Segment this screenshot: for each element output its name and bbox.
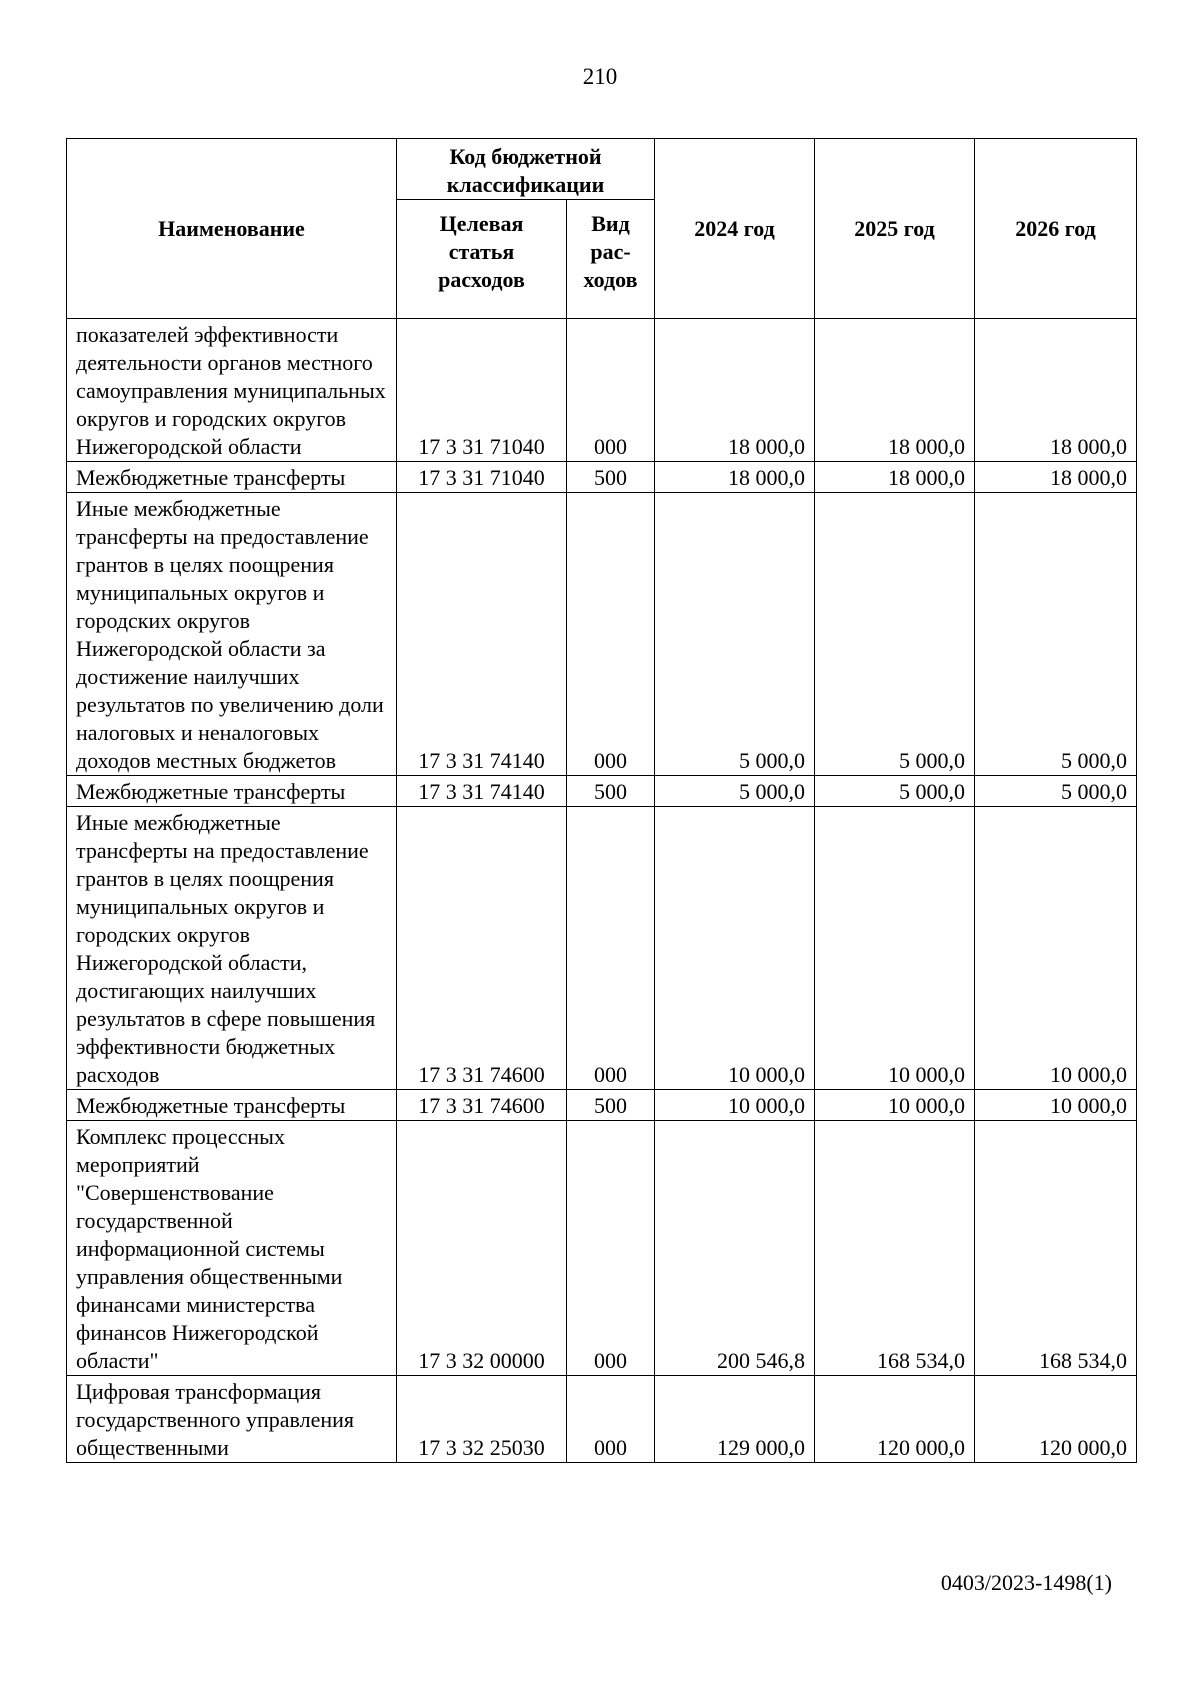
table-row: [67, 1090, 1137, 1121]
row-value-2024: 18 000,0: [655, 462, 815, 493]
table-row: [67, 493, 1137, 776]
header-budget-classification: Код бюджетной классификации: [397, 139, 655, 200]
row-value-2025: 5 000,0: [815, 493, 975, 776]
row-value-2024: 5 000,0: [655, 776, 815, 807]
row-value-2026: 18 000,0: [975, 462, 1137, 493]
row-value-2024: 10 000,0: [655, 1090, 815, 1121]
row-target-code: 17 3 31 74140: [397, 493, 567, 776]
row-expense-type: 000: [567, 1121, 655, 1376]
row-expense-type: 000: [567, 493, 655, 776]
page-number: 210: [582, 64, 618, 89]
header-year-2026: 2026 год: [975, 139, 1137, 319]
row-value-2025: 120 000,0: [815, 1376, 975, 1463]
header-name: Наименование: [67, 139, 397, 319]
row-value-2026: 10 000,0: [975, 1090, 1137, 1121]
row-name: Межбюджетные трансферты: [67, 1090, 397, 1121]
row-name: Межбюджетные трансферты: [67, 462, 397, 493]
row-expense-type: 500: [567, 776, 655, 807]
row-value-2026: 120 000,0: [975, 1376, 1137, 1463]
row-target-code: 17 3 32 00000: [397, 1121, 567, 1376]
document-code: 0403/2023-1498(1): [940, 1570, 1112, 1595]
row-value-2026: 10 000,0: [975, 807, 1137, 1090]
row-target-code: 17 3 32 25030: [397, 1376, 567, 1463]
row-value-2025: 5 000,0: [815, 776, 975, 807]
budget-table: [66, 138, 1137, 1463]
row-target-code: 17 3 31 71040: [397, 319, 567, 462]
row-target-code: 17 3 31 74600: [397, 807, 567, 1090]
row-target-code: 17 3 31 71040: [397, 462, 567, 493]
row-name: Комплекс процессных мероприятий "Совершенствование государственной информационной системы управления общественными финансами министерства финансов Нижегородской области": [67, 1121, 397, 1376]
row-value-2024: 18 000,0: [655, 319, 815, 462]
row-expense-type: 000: [567, 1376, 655, 1463]
row-name: Иные межбюджетные трансферты на предоставление грантов в целях поощрения муниципальных округов и городских округов Нижегородской области, достигающих наилучших результатов в сфере повышения эффективности бюджетных расходов: [67, 807, 397, 1090]
table-row: [67, 1121, 1137, 1376]
row-target-code: 17 3 31 74600: [397, 1090, 567, 1121]
table-row: [67, 462, 1137, 493]
header-year-2025: 2025 год: [815, 139, 975, 319]
row-value-2026: 5 000,0: [975, 776, 1137, 807]
row-value-2025: 168 534,0: [815, 1121, 975, 1376]
table-row: [67, 319, 1137, 462]
row-name: Иные межбюджетные трансферты на предоставление грантов в целях поощрения муниципальных округов и городских округов Нижегородской области за достижение наилучших результатов по увеличению доли налоговых и неналоговых доходов местных бюджетов: [67, 493, 397, 776]
row-value-2024: 10 000,0: [655, 807, 815, 1090]
header-year-2024: 2024 год: [655, 139, 815, 319]
row-value-2026: 168 534,0: [975, 1121, 1137, 1376]
row-target-code: 17 3 31 74140: [397, 776, 567, 807]
row-value-2026: 18 000,0: [975, 319, 1137, 462]
row-value-2024: 200 546,8: [655, 1121, 815, 1376]
row-value-2025: 18 000,0: [815, 319, 975, 462]
row-expense-type: 000: [567, 807, 655, 1090]
row-name: Цифровая трансформация государственного управления общественными: [67, 1376, 397, 1463]
row-expense-type: 500: [567, 462, 655, 493]
row-value-2025: 18 000,0: [815, 462, 975, 493]
table-row: [67, 1376, 1137, 1463]
row-expense-type: 000: [567, 319, 655, 462]
row-value-2025: 10 000,0: [815, 1090, 975, 1121]
row-name: показателей эффективности деятельности органов местного самоуправления муниципальных округов и городских округов Нижегородской области: [67, 319, 397, 462]
header-target-article: Целевая статья расходов: [397, 200, 567, 319]
row-value-2026: 5 000,0: [975, 493, 1137, 776]
table-row: [67, 807, 1137, 1090]
row-value-2024: 5 000,0: [655, 493, 815, 776]
row-name: Межбюджетные трансферты: [67, 776, 397, 807]
table-row: [67, 776, 1137, 807]
row-expense-type: 500: [567, 1090, 655, 1121]
row-value-2024: 129 000,0: [655, 1376, 815, 1463]
header-expense-type: Вид рас-ходов: [567, 200, 655, 319]
row-value-2025: 10 000,0: [815, 807, 975, 1090]
